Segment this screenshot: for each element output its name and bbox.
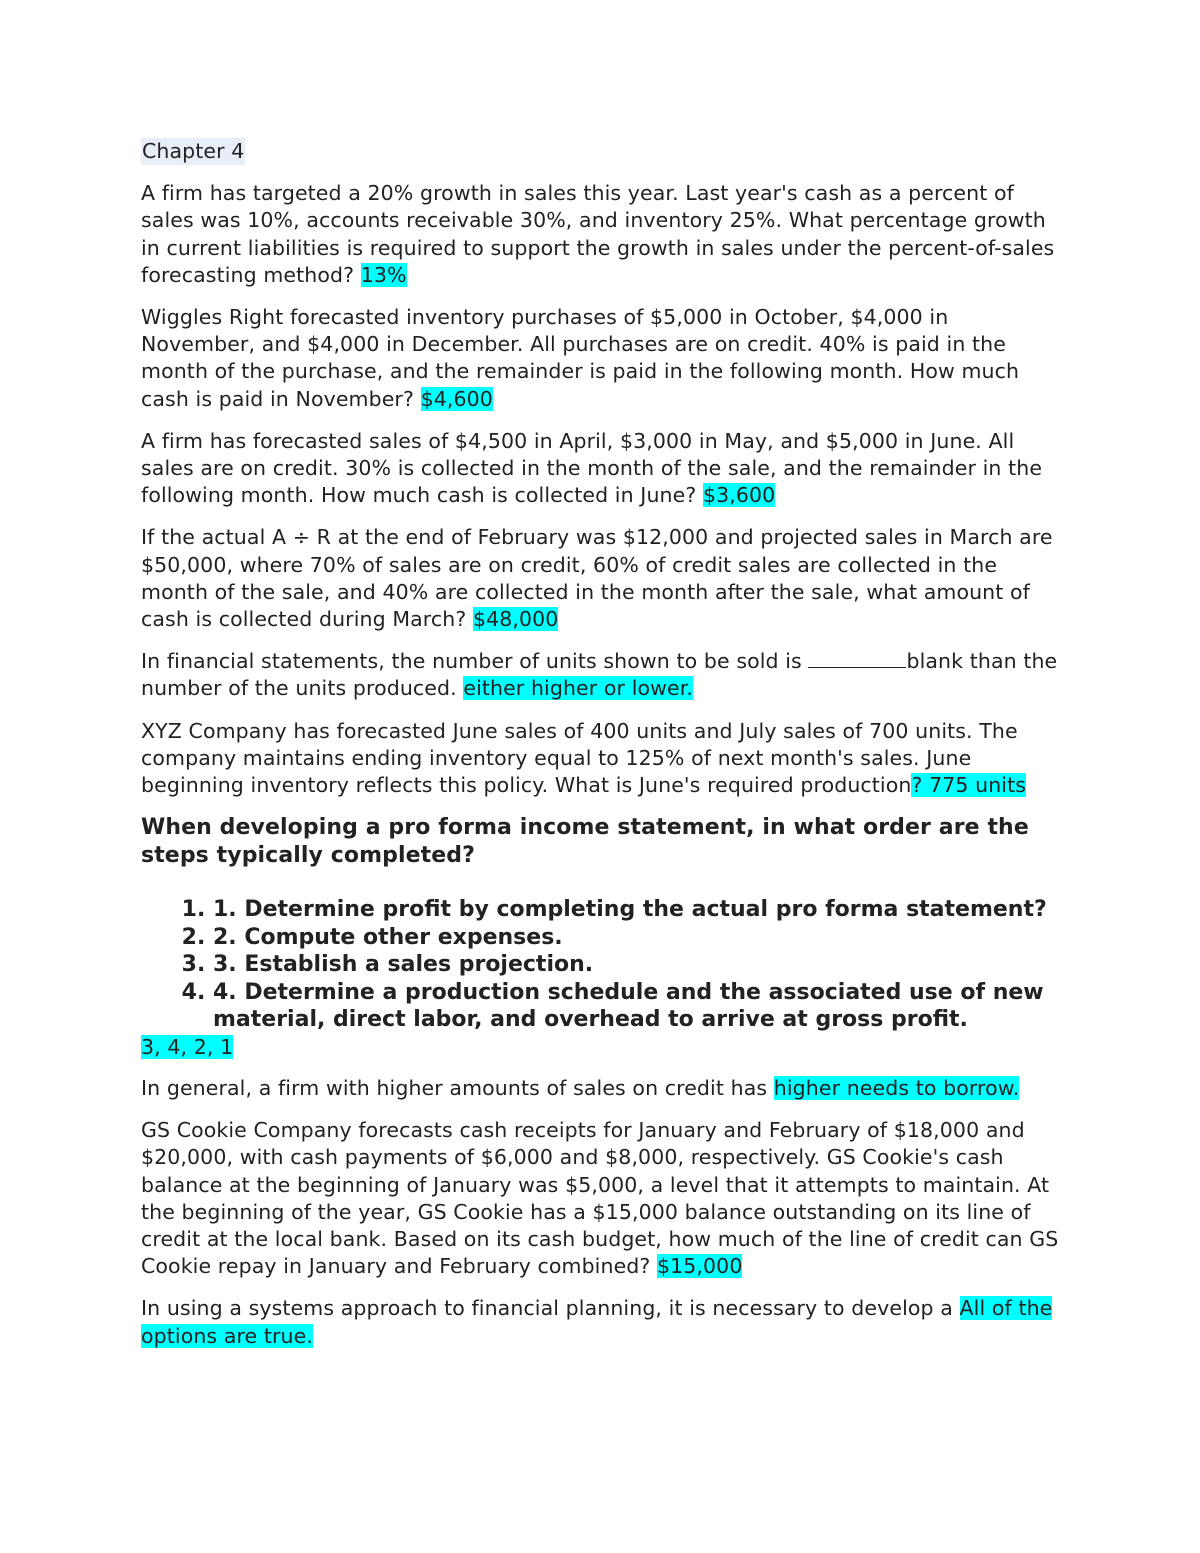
answer-highlight: either higher or lower. bbox=[463, 676, 693, 701]
order-step: 4. 4. Determine a production schedule and the associated use of new material, direct labor, and overhead to arrive at gross profit. bbox=[213, 979, 1061, 1034]
question-4 bbox=[141, 524, 1061, 633]
order-question-text: When developing a pro forma income statement, in what order are the steps typically completed? bbox=[141, 815, 1029, 869]
answer-highlight: $15,000 bbox=[657, 1254, 743, 1279]
question-3 bbox=[141, 428, 1061, 510]
chapter-heading bbox=[141, 138, 1061, 165]
question-text: GS Cookie Company forecasts cash receipts for January and February of $18,000 and $20,000, with cash payments of $6,000 and $8,000, respectively. GS Cookie's cash balance at the beginning of January was $5,000, a level that it attempts to maintain. At the beginning of the year, GS Cookie has a $15,000 balance outstanding on its line of credit at the local bank. Based on its cash budget, how much of the line of credit can GS Cookie repay in January and February combined? bbox=[141, 1118, 1059, 1279]
order-step: 2. 2. Compute other expenses. bbox=[213, 924, 1061, 952]
question-text: In using a systems approach to financial planning, it is necessary to develop a bbox=[141, 1296, 953, 1321]
chapter-title: Chapter 4 bbox=[141, 138, 245, 165]
document-page bbox=[141, 138, 1061, 1365]
answer-highlight: 3, 4, 2, 1 bbox=[141, 1034, 234, 1059]
answer-highlight: $3,600 bbox=[702, 483, 776, 508]
answer-highlight: higher needs to borrow. bbox=[773, 1075, 1020, 1100]
answer-highlight: 13% bbox=[360, 262, 407, 287]
answer-highlight: $48,000 bbox=[472, 607, 559, 632]
question-2 bbox=[141, 304, 1061, 413]
question-10 bbox=[141, 1295, 1061, 1349]
question-text: A firm has targeted a 20% growth in sales this year. Last year's cash as a percent of sales was 10%, accounts receivable 30%, and inventory 25%. What percentage growth in current liabilities is required to support the growth in sales under the percent-of-sales forecasting method? bbox=[141, 181, 1055, 287]
question-text-before: In financial statements, the number of units shown to be sold is bbox=[141, 649, 802, 674]
order-steps-list bbox=[141, 896, 1061, 1034]
order-answer bbox=[141, 1034, 1061, 1061]
question-text: In general, a firm with higher amounts of sales on credit has bbox=[141, 1075, 768, 1100]
fill-in-blank bbox=[808, 649, 906, 668]
order-step: 1. 1. Determine profit by completing the actual pro forma statement? bbox=[213, 896, 1061, 924]
question-5 bbox=[141, 648, 1061, 702]
question-9 bbox=[141, 1117, 1061, 1280]
question-6 bbox=[141, 718, 1061, 800]
question-text: XYZ Company has forecasted June sales of 400 units and July sales of 700 units. The company maintains ending inventory equal to 125% of next month's sales. June beginning inventory reflects this policy. What is June's required production bbox=[141, 718, 1018, 798]
answer-highlight: All of the options are true. bbox=[141, 1296, 1053, 1348]
question-text: If the actual A ÷ R at the end of February was $12,000 and projected sales in March are $50,000, where 70% of sales are on credit, 60% of credit sales are collected in the month of the sale, and 40% are collected in the month after the sale, what amount of cash is collected during March? bbox=[141, 525, 1053, 632]
question-1 bbox=[141, 180, 1061, 289]
answer-highlight: ? 775 units bbox=[911, 773, 1027, 798]
question-text-after: blank than the number of the units produced. bbox=[141, 649, 1058, 701]
question-text: Wiggles Right forecasted inventory purchases of $5,000 in October, $4,000 in November, and $4,000 in December. All purchases are on credit. 40% is paid in the month of the purchase, and the remainder is paid in the following month. How much cash is paid in November? bbox=[141, 305, 1020, 411]
question-8 bbox=[141, 1075, 1061, 1102]
order-step: 3. 3. Establish a sales projection. bbox=[213, 951, 1061, 979]
answer-highlight: $4,600 bbox=[420, 386, 493, 411]
question-text: A firm has forecasted sales of $4,500 in April, $3,000 in May, and $5,000 in June. All sales are on credit. 30% is collected in the month of the sale, and the remainder in the following month. How much cash is collected in June? bbox=[141, 428, 1043, 508]
